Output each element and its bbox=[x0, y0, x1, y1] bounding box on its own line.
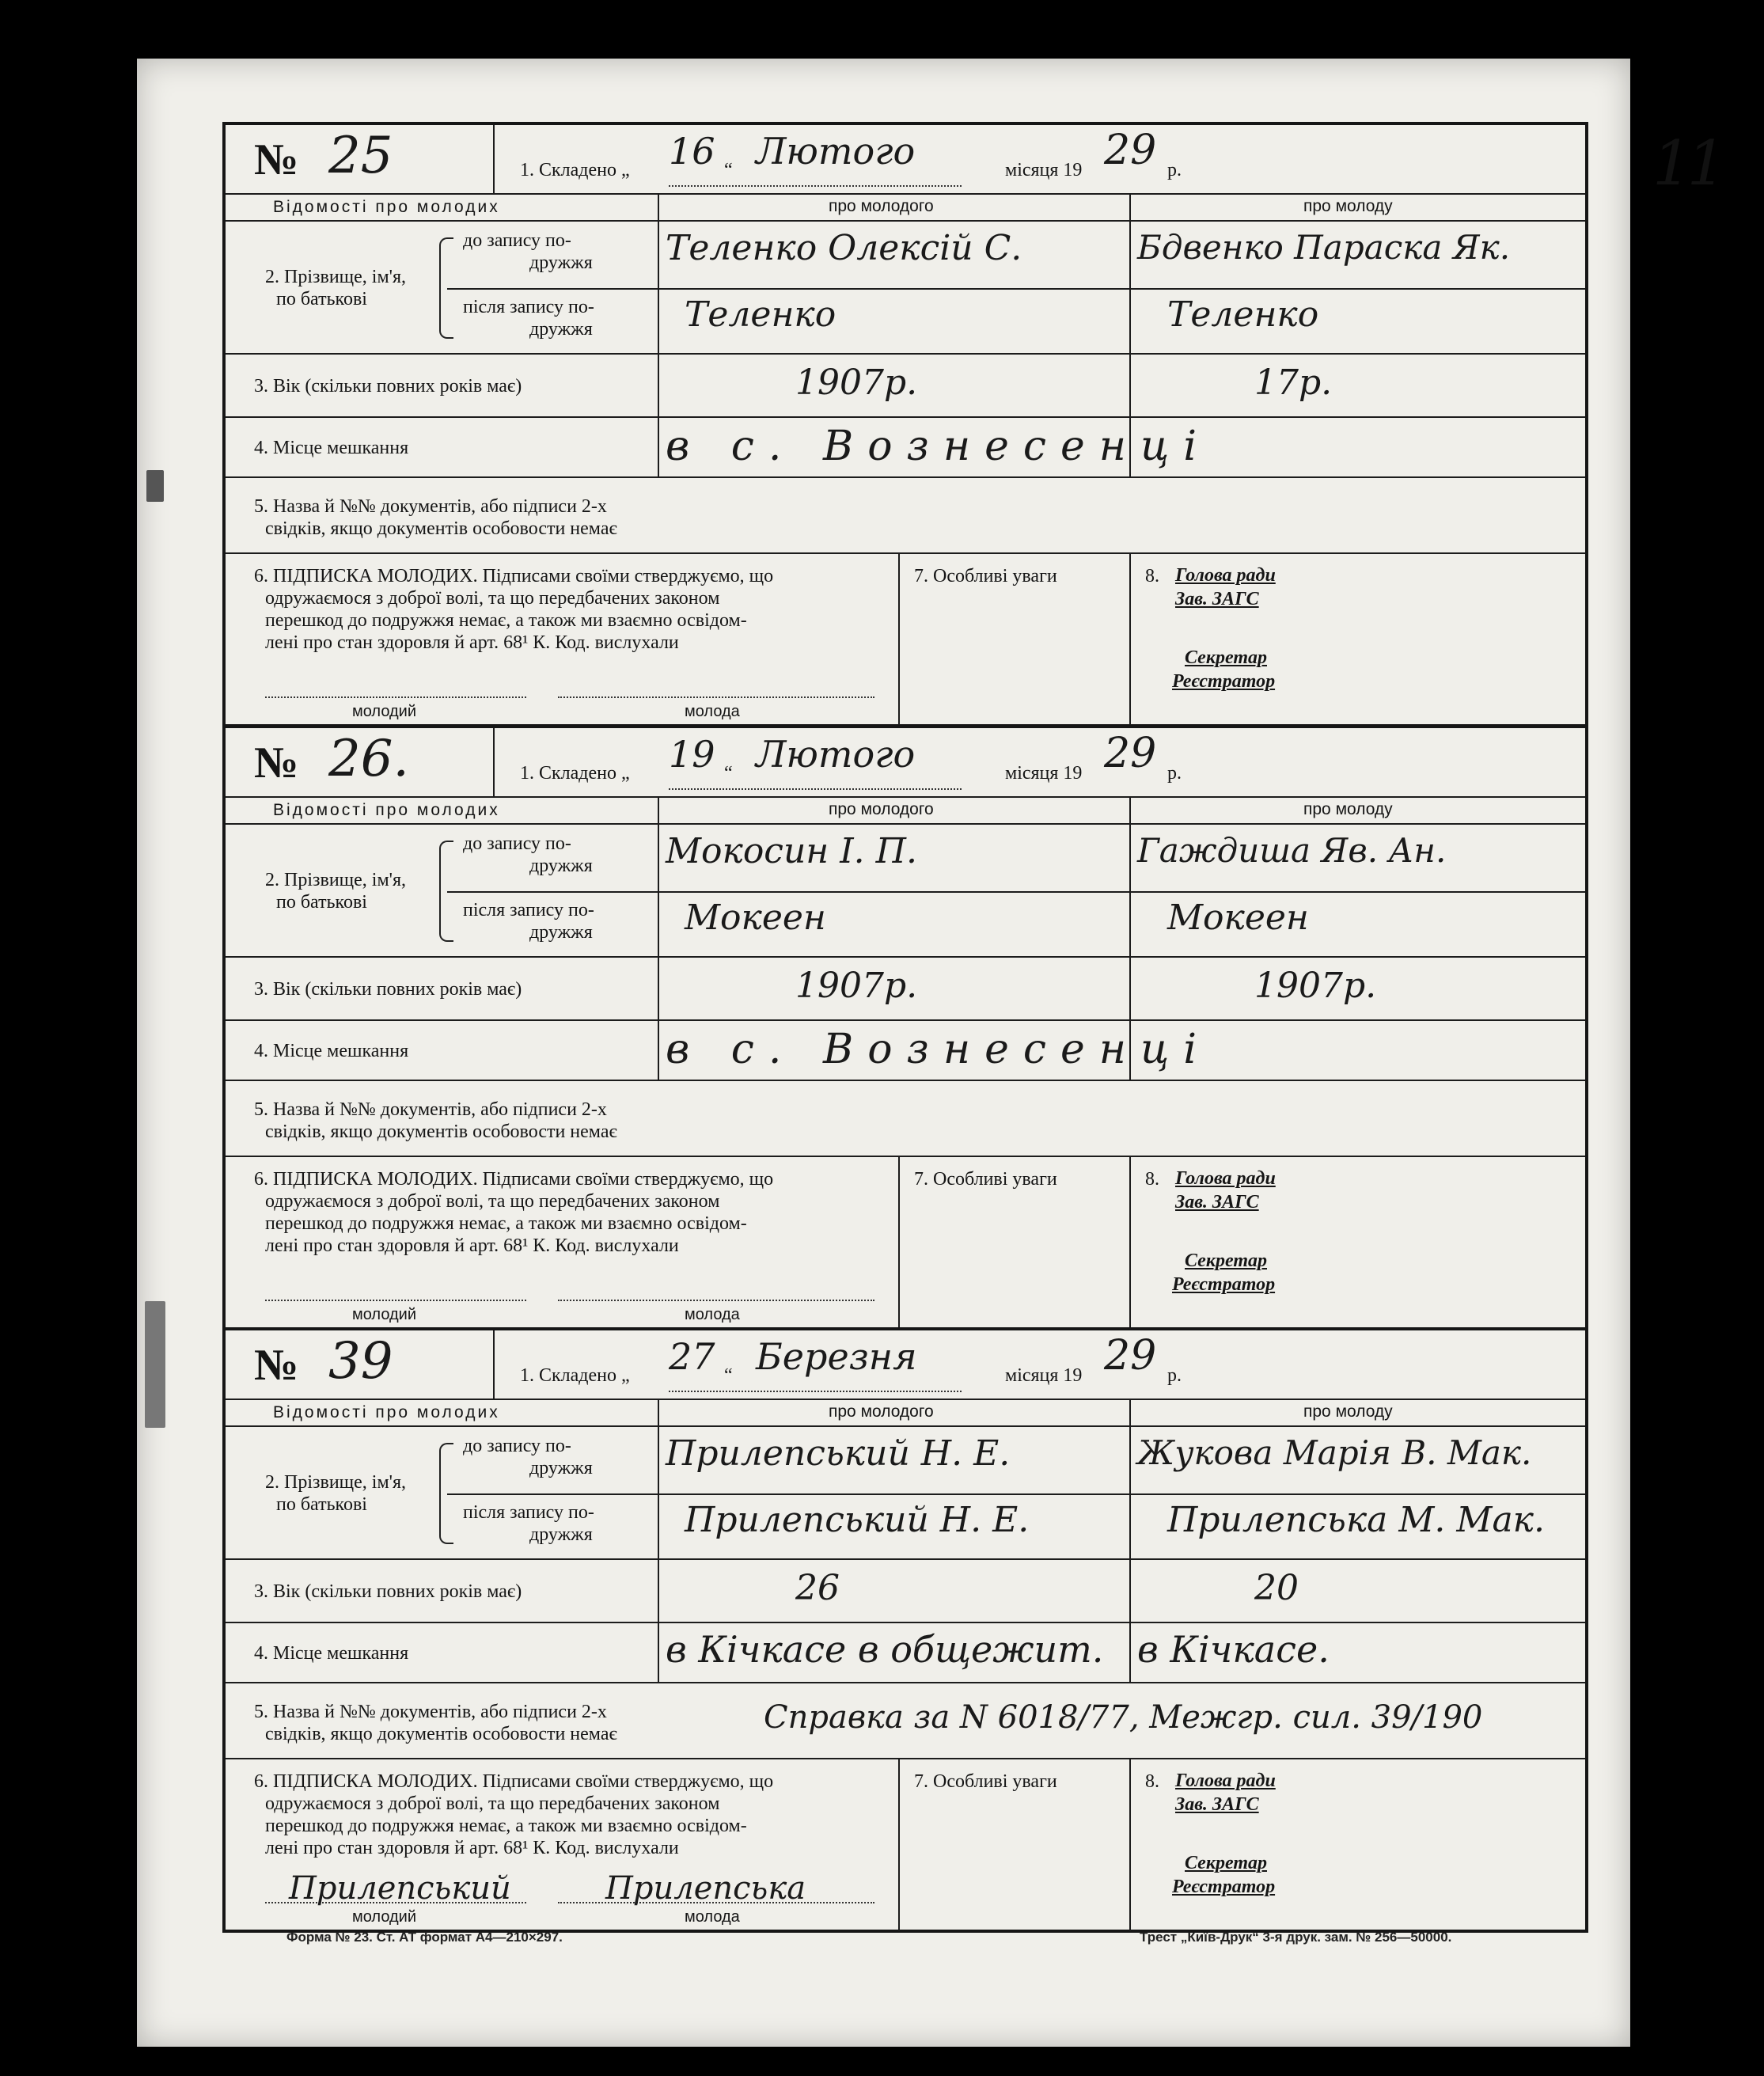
groom-header: про молодого bbox=[829, 1402, 934, 1421]
oath-line-3: перешкод до подружжя немає, а також ми взаємно освідом- bbox=[265, 610, 747, 631]
info-header: Відомості про молодих bbox=[273, 198, 500, 216]
name-row bbox=[226, 1425, 1585, 1560]
documents-row bbox=[226, 476, 1585, 554]
head-council-label: Голова ради bbox=[1175, 565, 1276, 586]
month-label: місяця 19 bbox=[1005, 1365, 1083, 1386]
head-number: 8. bbox=[1145, 566, 1159, 586]
oath-line-4: лені про стан здоровля й арт. 68¹ К. Код. вислухали bbox=[265, 1235, 679, 1256]
age-row bbox=[226, 956, 1585, 1021]
groom-name-before: Теленко Олексій С. bbox=[666, 228, 1022, 268]
composed-day: 16 bbox=[669, 130, 715, 173]
groom-signature: Прилепський bbox=[289, 1870, 511, 1907]
residence-row bbox=[226, 416, 1585, 478]
secretary-label: Секретар bbox=[1185, 1853, 1267, 1873]
registrar-label: Реєстратор bbox=[1172, 1274, 1276, 1295]
after-marriage-1: після запису по- bbox=[463, 297, 594, 317]
special-notes-label: 7. Особливі уваги bbox=[914, 1771, 1057, 1792]
bride-header: про молоду bbox=[1303, 1402, 1393, 1421]
composed-year: 29 bbox=[1104, 1332, 1157, 1380]
marriage-record bbox=[222, 1327, 1588, 1933]
composed-label: 1. Складено „ bbox=[520, 160, 630, 180]
oath-line-4: лені про стан здоровля й арт. 68¹ К. Код. вислухали bbox=[265, 632, 679, 653]
composed-day: 27 bbox=[669, 1335, 715, 1378]
composed-month: Березня bbox=[756, 1335, 917, 1378]
after-marriage-1: після запису по- bbox=[463, 1502, 594, 1523]
name-label-2: по батькові bbox=[276, 892, 367, 913]
bride-name-before: Жукова Марія В. Мак. bbox=[1137, 1433, 1532, 1472]
documents-label-2: свідків, якщо документів особовости немає bbox=[265, 1724, 617, 1744]
composed-label: 1. Складено „ bbox=[520, 763, 630, 784]
record-header-row bbox=[226, 125, 1585, 193]
oath-line-2: одружаємося з доброї волі, та що передбачених законом bbox=[265, 1793, 720, 1814]
year-suffix: р. bbox=[1167, 160, 1182, 180]
age-label: 3. Вік (скільки повних років має) bbox=[254, 1581, 522, 1602]
bride-header: про молоду bbox=[1303, 800, 1393, 818]
documents-label-2: свідків, якщо документів особовости немає bbox=[265, 1121, 617, 1142]
groom-name-before: Прилепський Н. Е. bbox=[666, 1433, 1011, 1474]
residence-row bbox=[226, 1622, 1585, 1683]
composed-mid-quote: “ bbox=[724, 763, 733, 784]
bride-sign-caption: молода bbox=[685, 703, 740, 720]
groom-header: про молодого bbox=[829, 800, 934, 818]
groom-sign-caption: молодий bbox=[352, 1908, 417, 1926]
before-marriage-1: до запису по- bbox=[463, 230, 571, 251]
bride-sign-caption: молода bbox=[685, 1306, 740, 1323]
documents-label-1: 5. Назва й №№ документів, або підписи 2-х bbox=[254, 496, 607, 517]
age-row bbox=[226, 353, 1585, 418]
head-number: 8. bbox=[1145, 1771, 1159, 1792]
oath-row bbox=[226, 552, 1585, 726]
groom-age: 26 bbox=[795, 1568, 840, 1608]
after-marriage-2: дружжя bbox=[529, 319, 593, 340]
month-label: місяця 19 bbox=[1005, 763, 1083, 784]
name-label-1: 2. Прізвище, ім'я, bbox=[265, 267, 407, 287]
before-marriage-2: дружжя bbox=[529, 1458, 593, 1478]
residence-label: 4. Місце мешкання bbox=[254, 1041, 409, 1061]
bride-name-before: Гаждиша Яв. Ан. bbox=[1137, 831, 1447, 870]
name-label-2: по батькові bbox=[276, 289, 367, 309]
before-marriage-2: дружжя bbox=[529, 856, 593, 876]
marriage-record bbox=[222, 725, 1588, 1330]
special-notes-label: 7. Особливі уваги bbox=[914, 1169, 1057, 1190]
head-zags-label: Зав. ЗАГС bbox=[1175, 1192, 1259, 1213]
record-number: 25 bbox=[328, 127, 393, 185]
head-zags-label: Зав. ЗАГС bbox=[1175, 1794, 1259, 1815]
record-number: 26. bbox=[328, 730, 409, 788]
info-header: Відомості про молодих bbox=[273, 1403, 500, 1421]
bride-age: 17р. bbox=[1254, 362, 1333, 403]
bride-name-after: Прилепська М. Мак. bbox=[1167, 1500, 1545, 1540]
year-suffix: р. bbox=[1167, 1365, 1182, 1386]
documents-label-2: свідків, якщо документів особовости немає bbox=[265, 518, 617, 539]
age-row bbox=[226, 1558, 1585, 1623]
composed-mid-quote: “ bbox=[724, 160, 733, 180]
bride-signature: Прилепська bbox=[605, 1870, 806, 1907]
registrar-label: Реєстратор bbox=[1172, 671, 1276, 692]
secretary-label: Секретар bbox=[1185, 647, 1267, 668]
column-header-row bbox=[226, 193, 1585, 222]
record-number-label: № bbox=[254, 738, 299, 788]
record-number-label: № bbox=[254, 1341, 299, 1390]
oath-line-3: перешкод до подружжя немає, а також ми взаємно освідом- bbox=[265, 1816, 747, 1836]
before-marriage-2: дружжя bbox=[529, 252, 593, 273]
oath-line-1: 6. ПІДПИСКА МОЛОДИХ. Підписами своїми стверджуємо, що bbox=[254, 566, 774, 586]
column-header-row bbox=[226, 796, 1585, 825]
composed-label: 1. Складено „ bbox=[520, 1365, 630, 1386]
form-footer-left: Форма № 23. Ст. АТ формат А4—210×297. bbox=[286, 1930, 563, 1945]
groom-age: 1907р. bbox=[795, 966, 918, 1006]
head-council-label: Голова ради bbox=[1175, 1168, 1276, 1189]
documents-row bbox=[226, 1682, 1585, 1759]
after-marriage-2: дружжя bbox=[529, 922, 593, 943]
documents-label-1: 5. Назва й №№ документів, або підписи 2-х bbox=[254, 1099, 607, 1120]
form-footer-right: Трест „Київ-Друк“ 3-я друк. зам. № 256—50000. bbox=[1140, 1930, 1452, 1945]
registrar-label: Реєстратор bbox=[1172, 1877, 1276, 1897]
documents-label-1: 5. Назва й №№ документів, або підписи 2-х bbox=[254, 1702, 607, 1722]
before-marriage-1: до запису по- bbox=[463, 1436, 571, 1456]
documents-row bbox=[226, 1080, 1585, 1157]
record-number-label: № bbox=[254, 135, 299, 184]
head-council-label: Голова ради bbox=[1175, 1770, 1276, 1791]
groom-name-before: Мокосин І. П. bbox=[666, 831, 917, 871]
age-label: 3. Вік (скільки повних років має) bbox=[254, 376, 522, 397]
residence-label: 4. Місце мешкання bbox=[254, 1643, 409, 1664]
name-label-1: 2. Прізвище, ім'я, bbox=[265, 870, 407, 890]
bride-sign-caption: молода bbox=[685, 1908, 740, 1926]
groom-name-after: Прилепський Н. Е. bbox=[685, 1500, 1030, 1540]
composed-year: 29 bbox=[1104, 730, 1157, 777]
residence-label: 4. Місце мешкання bbox=[254, 438, 409, 458]
groom-age: 1907р. bbox=[795, 362, 918, 403]
oath-line-1: 6. ПІДПИСКА МОЛОДИХ. Підписами своїми стверджуємо, що bbox=[254, 1169, 774, 1190]
bride-age: 20 bbox=[1254, 1568, 1299, 1608]
name-label-2: по батькові bbox=[276, 1494, 367, 1515]
groom-residence: в с. Вознесенці bbox=[666, 1026, 1211, 1073]
bride-header: про молоду bbox=[1303, 197, 1393, 215]
oath-line-2: одружаємося з доброї волі, та що передбачених законом bbox=[265, 588, 720, 609]
groom-sign-caption: молодий bbox=[352, 1306, 417, 1323]
bride-age: 1907р. bbox=[1254, 966, 1377, 1006]
composed-month: Лютого bbox=[756, 733, 916, 776]
oath-line-4: лені про стан здоровля й арт. 68¹ К. Код. вислухали bbox=[265, 1838, 679, 1858]
bride-name-after: Мокеен bbox=[1167, 898, 1309, 938]
name-row bbox=[226, 823, 1585, 958]
year-suffix: р. bbox=[1167, 763, 1182, 784]
page-number: 11 bbox=[1652, 128, 1722, 199]
age-label: 3. Вік (скільки повних років має) bbox=[254, 979, 522, 1000]
head-number: 8. bbox=[1145, 1169, 1159, 1190]
binding-tear bbox=[145, 1301, 165, 1428]
oath-line-3: перешкод до подружжя немає, а також ми взаємно освідом- bbox=[265, 1213, 747, 1234]
groom-residence: в с. Вознесенці bbox=[666, 423, 1211, 470]
record-header-row bbox=[226, 1330, 1585, 1399]
binding-hole bbox=[146, 470, 164, 502]
bride-name-after: Теленко bbox=[1167, 294, 1319, 335]
bride-name-before: Бдвенко Параска Як. bbox=[1137, 228, 1511, 267]
record-header-row bbox=[226, 728, 1585, 796]
oath-row bbox=[226, 1156, 1585, 1329]
groom-header: про молодого bbox=[829, 197, 934, 215]
oath-line-2: одружаємося з доброї волі, та що передбачених законом bbox=[265, 1191, 720, 1212]
special-notes-label: 7. Особливі уваги bbox=[914, 566, 1057, 586]
groom-name-after: Мокеен bbox=[685, 898, 826, 938]
composed-day: 19 bbox=[669, 733, 715, 776]
info-header: Відомості про молодих bbox=[273, 801, 500, 819]
groom-name-after: Теленко bbox=[685, 294, 836, 335]
month-label: місяця 19 bbox=[1005, 160, 1083, 180]
name-row bbox=[226, 220, 1585, 355]
groom-residence: в Кічкасе в общежит. bbox=[666, 1628, 1104, 1671]
bride-residence: в Кічкасе. bbox=[1137, 1628, 1330, 1671]
composed-year: 29 bbox=[1104, 127, 1157, 174]
after-marriage-1: після запису по- bbox=[463, 900, 594, 920]
oath-row bbox=[226, 1758, 1585, 1931]
head-zags-label: Зав. ЗАГС bbox=[1175, 589, 1259, 609]
secretary-label: Секретар bbox=[1185, 1251, 1267, 1271]
groom-sign-caption: молодий bbox=[352, 703, 417, 720]
documents-value: Справка за N 6018/77, Межгр. сил. 39/190 bbox=[764, 1699, 1483, 1736]
composed-month: Лютого bbox=[756, 130, 916, 173]
after-marriage-2: дружжя bbox=[529, 1524, 593, 1545]
oath-line-1: 6. ПІДПИСКА МОЛОДИХ. Підписами своїми стверджуємо, що bbox=[254, 1771, 774, 1792]
record-number: 39 bbox=[328, 1332, 393, 1391]
name-label-1: 2. Прізвище, ім'я, bbox=[265, 1472, 407, 1493]
composed-mid-quote: “ bbox=[724, 1365, 733, 1386]
before-marriage-1: до запису по- bbox=[463, 833, 571, 854]
column-header-row bbox=[226, 1399, 1585, 1427]
marriage-record bbox=[222, 122, 1588, 727]
residence-row bbox=[226, 1019, 1585, 1081]
